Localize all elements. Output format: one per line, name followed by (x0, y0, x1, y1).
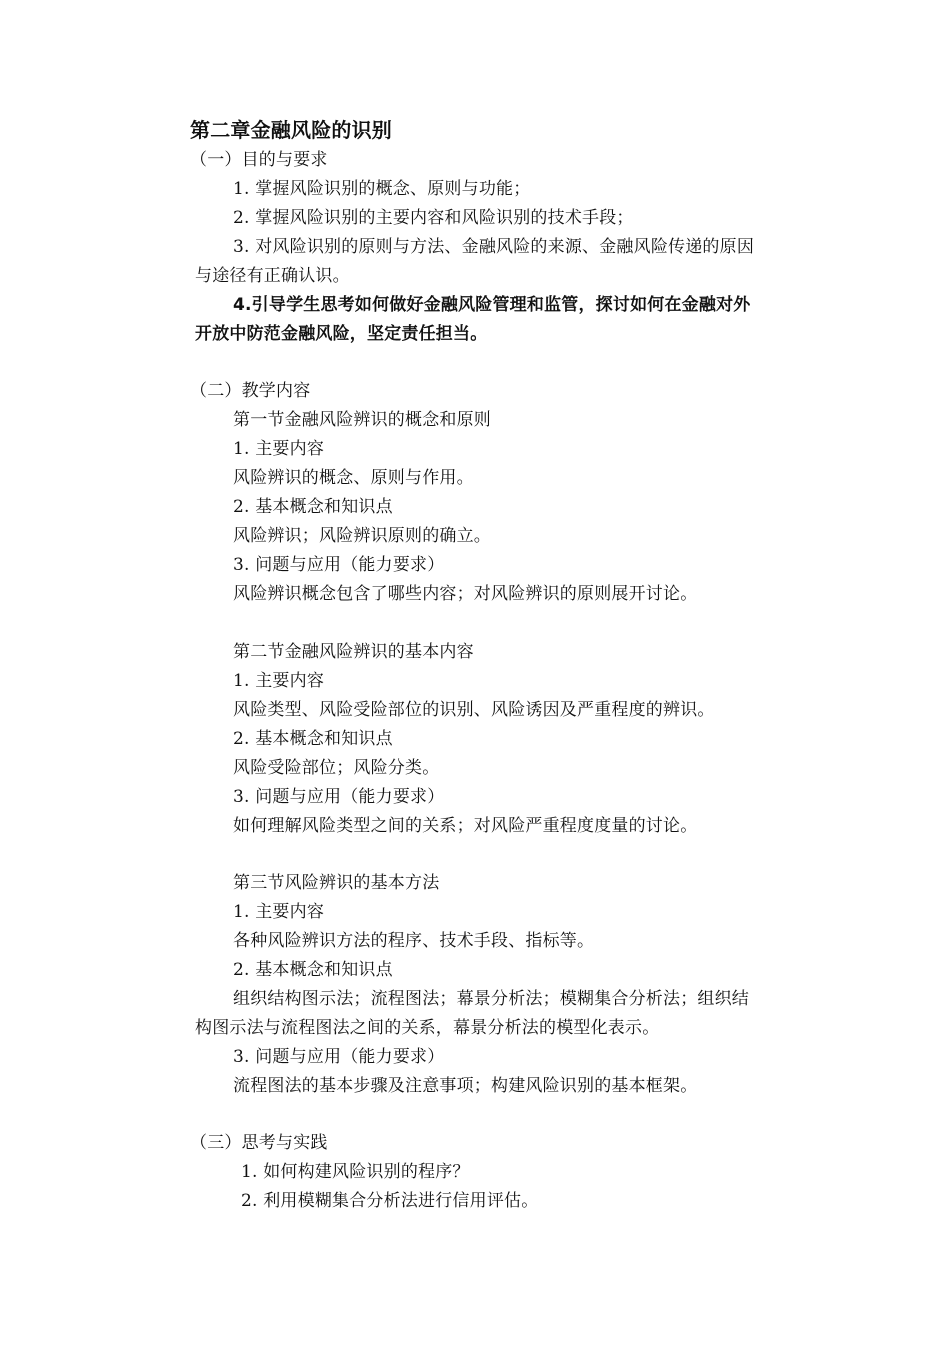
sec1-heading-concepts: 2. 基本概念和知识点 (233, 497, 393, 517)
section-heading-objectives: （一）目的与要求 (190, 150, 328, 170)
practice-item-2: 2. 利用模糊集合分析法进行信用评估。 (241, 1191, 539, 1211)
section-heading-practice: （三）思考与实践 (190, 1133, 328, 1153)
sec1-text-main: 风险辨识的概念、原则与作用。 (233, 468, 474, 488)
sec3-text-concepts-line2: 构图示法与流程图法之间的关系，幕景分析法的模型化表示。 (195, 1018, 660, 1038)
sec1-heading-main: 1. 主要内容 (233, 439, 325, 459)
sec2-text-concepts: 风险受险部位；风险分类。 (233, 758, 440, 778)
sec1-title: 第一节金融风险辨识的概念和原则 (233, 410, 491, 430)
sec2-text-application: 如何理解风险类型之间的关系；对风险严重程度度量的讨论。 (233, 816, 698, 836)
sec2-heading-main: 1. 主要内容 (233, 671, 325, 691)
sec1-text-concepts: 风险辨识；风险辨识原则的确立。 (233, 526, 491, 546)
practice-item-1: 1. 如何构建风险识别的程序？ (241, 1162, 470, 1182)
sec3-title: 第三节风险辨识的基本方法 (233, 873, 440, 893)
sec3-text-application: 流程图法的基本步骤及注意事项；构建风险识别的基本框架。 (233, 1076, 698, 1096)
objective-item-2: 2. 掌握风险识别的主要内容和风险识别的技术手段； (233, 208, 634, 228)
objective-item-1: 1. 掌握风险识别的概念、原则与功能； (233, 179, 531, 199)
objective-item-3-line2: 与途径有正确认识。 (195, 266, 350, 286)
sec2-heading-application: 3. 问题与应用（能力要求） (233, 787, 445, 807)
sec1-heading-application: 3. 问题与应用（能力要求） (233, 555, 445, 575)
sec3-text-concepts-line1: 组织结构图示法；流程图法；幕景分析法；模糊集合分析法；组织结 (233, 989, 749, 1009)
objective-item-4-line1: 4.引导学生思考如何做好金融风险管理和监管，探讨如何在金融对外 (233, 295, 751, 315)
sec3-heading-main: 1. 主要内容 (233, 902, 325, 922)
objective-item-4-line2: 开放中防范金融风险，坚定责任担当。 (195, 324, 488, 344)
sec1-text-application: 风险辨识概念包含了哪些内容；对风险辨识的原则展开讨论。 (233, 584, 698, 604)
sec2-heading-concepts: 2. 基本概念和知识点 (233, 729, 393, 749)
sec3-text-main: 各种风险辨识方法的程序、技术手段、指标等。 (233, 931, 595, 951)
sec3-heading-application: 3. 问题与应用（能力要求） (233, 1047, 445, 1067)
sec3-heading-concepts: 2. 基本概念和知识点 (233, 960, 393, 980)
sec2-title: 第二节金融风险辨识的基本内容 (233, 642, 474, 662)
sec2-text-main: 风险类型、风险受险部位的识别、风险诱因及严重程度的辨识。 (233, 700, 715, 720)
section-heading-content: （二）教学内容 (190, 381, 311, 401)
objective-item-3-line1: 3. 对风险识别的原则与方法、金融风险的来源、金融风险传递的原因 (233, 237, 755, 257)
chapter-title: 第二章金融风险的识别 (190, 118, 392, 142)
